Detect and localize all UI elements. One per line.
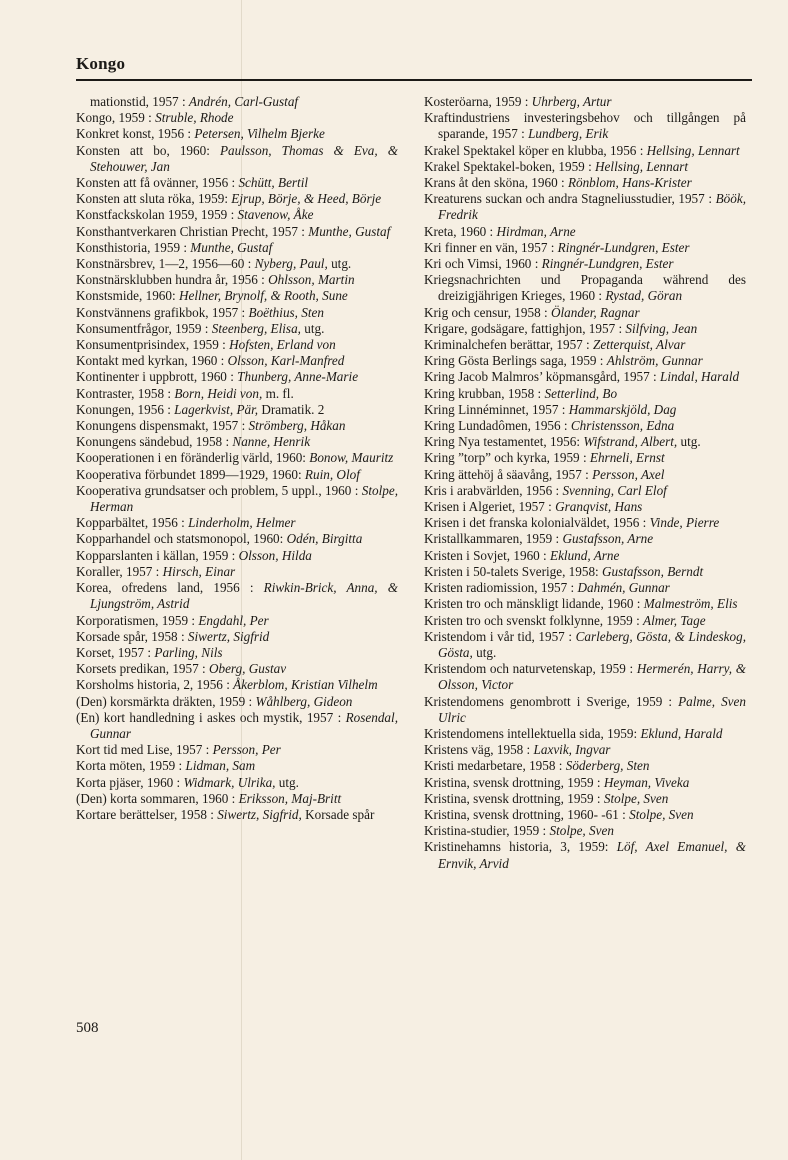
index-entry [76, 94, 398, 110]
entry-author: Hellsing, Lennart [646, 142, 740, 158]
index-entry [424, 807, 746, 823]
index-entry [424, 337, 746, 353]
index-entry [76, 175, 398, 191]
index-entry [76, 775, 398, 791]
entry-author: Lundberg, Erik [528, 126, 609, 142]
entry-title: Kreta, 1960 : [424, 223, 497, 239]
index-entry [76, 694, 398, 710]
index-entry [76, 758, 398, 774]
entry-title: Korta pjäser, 1960 : [76, 774, 184, 790]
entry-author: Stolpe, Sven [629, 806, 694, 822]
index-entry [76, 369, 398, 385]
index-entry [76, 256, 398, 272]
entry-title: Kristendomens intellektuella sida, 1959: [424, 725, 641, 741]
entry-author: Andrén, Carl-Gustaf [188, 94, 299, 109]
entry-title: Kri och Vimsi, 1960 : [424, 256, 542, 272]
entry-author: Stolpe, Sven [603, 790, 669, 806]
index-entry [76, 710, 398, 742]
entry-author: Engdahl, Per [198, 612, 269, 628]
entry-title: Konungens dispensmakt, 1957 : [76, 418, 249, 434]
index-entry [76, 418, 398, 434]
entry-title: Kristinehamns historia, 3, 1959: [424, 839, 617, 855]
entry-suffix: m. fl. [262, 385, 294, 401]
entry-author: Ruin, Olof [304, 466, 360, 482]
entry-title: Korsade spår, 1958 : [76, 628, 188, 644]
entry-suffix: Korsade spår [301, 806, 375, 822]
index-entry [424, 94, 746, 110]
index-entry [76, 450, 398, 466]
entry-author: Eriksson, Maj-Britt [238, 790, 342, 806]
entry-author: Heyman, Viveka [603, 774, 690, 790]
entry-title: mationstid, 1957 : [90, 94, 189, 109]
entry-title: Konsten att få ovänner, 1956 : [76, 175, 239, 191]
index-entry [424, 580, 746, 596]
entry-author: Petersen, Vilhelm Bjerke [194, 126, 325, 142]
entry-title: Krigare, godsägare, fattighjon, 1957 : [424, 320, 626, 336]
entry-author: Carleberg, Gösta, & Lindeskog, Gösta, [438, 628, 747, 660]
index-entry [424, 402, 746, 418]
entry-title: Kreaturens suckan och andra Stagneliusstudier, 1957 : [424, 191, 716, 207]
index-entry [76, 613, 398, 629]
entry-author: Struble, Rhode [155, 110, 234, 126]
entry-author: Bonow, Mauritz [309, 450, 394, 466]
index-entry [76, 791, 398, 807]
entry-suffix: utg. [472, 644, 497, 660]
entry-title: Kristina, svensk drottning, 1959 : [424, 790, 604, 806]
entry-title: Korsholms historia, 2, 1956 : [76, 677, 234, 693]
entry-author: Dahmén, Gunnar [577, 580, 670, 596]
index-entry [76, 272, 398, 288]
entry-title: Konungens sändebud, 1958 : [76, 434, 233, 450]
entry-title: Kopparhandel och statsmonopol, 1960: [76, 531, 287, 547]
index-entry [424, 531, 746, 547]
index-entry [76, 321, 398, 337]
entry-author: Ahlström, Gunnar [606, 353, 703, 369]
entry-author: Paulsson, Thomas & Eva, & Stehouwer, Jan [90, 142, 398, 174]
entry-author: Almer, Tage [643, 612, 706, 628]
index-entry [76, 515, 398, 531]
entry-author: Ringnér-Lundgren, Ester [557, 239, 690, 255]
index-entry [424, 386, 746, 402]
entry-author: Åkerblom, Kristian Vilhelm [233, 677, 378, 693]
index-entry [424, 613, 746, 629]
entry-suffix: utg. [677, 434, 701, 450]
entry-title: (Den) korsmärkta dräkten, 1959 : [76, 693, 256, 709]
index-entry [76, 661, 398, 677]
entry-title: Kring ättehöj å säavång, 1957 : [424, 466, 593, 482]
entry-title: Kristendomens genombrott i Sverige, 1959 : [424, 693, 679, 709]
entry-title: Krisen i det franska kolonialväldet, 1956 : [424, 515, 650, 531]
entry-author: Persson, Axel [592, 466, 665, 482]
entry-author: Wåhlberg, Gideon [255, 693, 353, 709]
entry-author: Silfving, Jean [625, 320, 698, 336]
index-entry [424, 758, 746, 774]
entry-title: Kring krubban, 1958 : [424, 385, 545, 401]
entry-author: Eklund, Arne [550, 547, 620, 563]
entry-author: Strömberg, Håkan [248, 418, 346, 434]
index-entry [424, 823, 746, 839]
entry-title: Kristen tro och svenskt folklynne, 1959 : [424, 612, 644, 628]
entry-author: Christensson, Edna [570, 418, 675, 434]
entry-author: Lidman, Sam [185, 758, 256, 774]
index-entry [424, 839, 746, 871]
entry-author: Malmeström, Elis [643, 596, 738, 612]
entry-title: Konstfackskolan 1959, 1959 : [76, 207, 238, 223]
entry-title: Kri finner en vän, 1957 : [424, 239, 558, 255]
entry-author: Munthe, Gustaf [308, 223, 391, 239]
index-entry [76, 126, 398, 142]
entry-title: Krans åt den sköna, 1960 : [424, 175, 568, 191]
entry-author: Nanne, Henrik [232, 434, 311, 450]
page-number: 508 [76, 1020, 99, 1036]
index-entry [76, 207, 398, 223]
index-entry [424, 726, 746, 742]
index-entry [424, 224, 746, 240]
index-entry [76, 110, 398, 126]
index-entry [424, 596, 746, 612]
entry-author: Vinde, Pierre [649, 515, 720, 531]
index-entry [424, 499, 746, 515]
index-entry [424, 548, 746, 564]
entry-author: Hellsing, Lennart [595, 158, 689, 174]
entry-author: Parling, Nils [154, 644, 223, 660]
entry-title: (En) kort handledning i askes och mystik, 1957 : [76, 709, 346, 725]
entry-author: Palme, Sven Ulric [438, 693, 746, 725]
entry-author: Boëthius, Sten [248, 304, 324, 320]
entry-title: Kristens väg, 1958 : [424, 742, 534, 758]
index-entry [424, 110, 746, 142]
right-column [424, 94, 746, 872]
entry-author: Ringnér-Lundgren, Ester [541, 256, 674, 272]
entry-title: Kris i arabvärlden, 1956 : [424, 482, 563, 498]
entry-author: Olsson, Hilda [238, 547, 312, 563]
entry-author: Munthe, Gustaf [190, 239, 273, 255]
index-entry [76, 629, 398, 645]
index-entry [424, 791, 746, 807]
entry-title: Kristen i Sovjet, 1960 : [424, 547, 551, 563]
entry-author: Oberg, Gustav [208, 661, 287, 677]
entry-author: Hirdman, Arne [496, 223, 576, 239]
entry-title: Kristendom i vår tid, 1957 : [424, 628, 576, 644]
entry-author: Hammarskjöld, Dag [568, 401, 677, 417]
index-entry [424, 483, 746, 499]
index-entry [424, 418, 746, 434]
entry-title: Kontakt med kyrkan, 1960 : [76, 353, 228, 369]
entry-title: Kopparslanten i källan, 1959 : [76, 547, 239, 563]
entry-author: Rystad, Göran [605, 288, 683, 304]
entry-author: Schütt, Bertil [238, 175, 309, 191]
entry-author: Böök, Fredrik [438, 191, 746, 223]
index-entry [76, 288, 398, 304]
entry-title: Konungen, 1956 : [76, 401, 175, 417]
entry-title: Kontinenter i uppbrott, 1960 : [76, 369, 238, 385]
entry-author: Söderberg, Sten [565, 758, 650, 774]
index-entry [424, 775, 746, 791]
entry-title: Kontraster, 1958 : [76, 385, 175, 401]
index-entry [424, 272, 746, 304]
index-entry [76, 677, 398, 693]
entry-title: Konstnärsbrev, 1—2, 1956—60 : [76, 256, 255, 272]
entry-author: Eklund, Harald [640, 725, 723, 741]
entry-title: Konsten att sluta röka, 1959: [76, 191, 232, 207]
index-entry [424, 353, 746, 369]
entry-title: Korporatismen, 1959 : [76, 612, 199, 628]
entry-title: Kooperationen i en föränderlig värld, 1960: [76, 450, 310, 466]
entry-title: Kring Nya testamentet, 1956: [424, 434, 584, 450]
entry-title: Kring Gösta Berlings saga, 1959 : [424, 353, 607, 369]
entry-title: Korta möten, 1959 : [76, 758, 186, 774]
entry-title: Kristendom och naturvetenskap, 1959 : [424, 661, 637, 677]
entry-title: Kosteröarna, 1959 : [424, 94, 532, 109]
entry-author: Stolpe, Herman [90, 482, 398, 515]
index-entry [424, 661, 746, 693]
index-entry [76, 580, 398, 612]
entry-title: Kristallkammaren, 1959 : [424, 531, 563, 547]
index-entry [424, 321, 746, 337]
entry-title: Kristen tro och mänskligt lidande, 1960 : [424, 596, 644, 612]
entry-title: (Den) korta sommaren, 1960 : [76, 790, 239, 806]
index-entry [424, 191, 746, 223]
index-entry [424, 515, 746, 531]
entry-author: Thunberg, Anne-Marie [237, 369, 359, 385]
index-entry [76, 386, 398, 402]
index-entry [76, 191, 398, 207]
index-entry [424, 694, 746, 726]
entry-author: Hirsch, Einar [162, 563, 236, 579]
entry-author: Persson, Per [212, 742, 281, 758]
entry-title: Kristen i 50-talets Sverige, 1958: [424, 563, 602, 579]
index-entry [424, 305, 746, 321]
entry-title: Konsten att bo, 1960: [76, 142, 220, 158]
entry-title: Kooperativa grundsatser och problem, 5 uppl., 1960 : [76, 482, 362, 498]
entry-title: Krakel Spektakel-boken, 1959 : [424, 158, 596, 174]
entry-title: Koraller, 1957 : [76, 563, 163, 579]
entry-title: Kristina-studier, 1959 : [424, 823, 550, 839]
index-entry [76, 224, 398, 240]
entry-author: Stavenow, Åke [237, 207, 314, 223]
index-entry [76, 742, 398, 758]
entry-title: Konstnärsklubben hundra år, 1956 : [76, 272, 269, 288]
index-entry [424, 240, 746, 256]
entry-title: Kopparbältet, 1956 : [76, 515, 189, 531]
entry-title: Kring ”torp” och kyrka, 1959 : [424, 450, 590, 466]
index-entry [76, 807, 398, 823]
entry-title: Kristina, svensk drottning, 1959 : [424, 774, 604, 790]
index-entry [76, 353, 398, 369]
left-column [76, 94, 398, 823]
entry-author: Setterlind, Bo [544, 385, 618, 401]
entry-title: Kooperativa förbundet 1899—1929, 1960: [76, 466, 305, 482]
index-entry [76, 143, 398, 175]
entry-author: Nyberg, Paul, [254, 256, 328, 272]
entry-title: Kortare berättelser, 1958 : [76, 806, 218, 822]
entry-author: Siwertz, Sigfrid [187, 628, 270, 644]
entry-author: Widmark, Ulrika, [183, 774, 276, 790]
entry-title: Konsumentprisindex, 1959 : [76, 337, 230, 353]
entry-author: Odén, Birgitta [286, 531, 363, 547]
index-entry [424, 159, 746, 175]
entry-title: Krisen i Algeriet, 1957 : [424, 499, 556, 515]
entry-title: Konsumentfrågor, 1959 : [76, 320, 212, 336]
entry-author: Born, Heidi von, [174, 385, 263, 401]
index-entry [424, 434, 746, 450]
entry-author: Olsson, Karl-Manfred [227, 353, 345, 369]
entry-author: Gustafsson, Arne [562, 531, 654, 547]
index-entry [76, 564, 398, 580]
entry-author: Lagerkvist, Pär, [174, 401, 259, 417]
entry-author: Ohlsson, Martin [268, 272, 355, 288]
entry-title: Kring Jacob Malmros’ köpmansgård, 1957 : [424, 369, 660, 385]
index-entry [76, 402, 398, 418]
entry-author: Wifstrand, Albert, [583, 434, 678, 450]
entry-title: Korea, ofredens land, 1956 : [76, 580, 264, 596]
entry-author: Linderholm, Helmer [188, 515, 296, 531]
index-entry [424, 143, 746, 159]
index-entry [76, 337, 398, 353]
entry-author: Ehrneli, Ernst [589, 450, 665, 466]
entry-author: Rosendal, Gunnar [90, 709, 398, 741]
index-entry [424, 467, 746, 483]
entry-title: Kring Lundadômen, 1956 : [424, 418, 571, 434]
index-entry [424, 629, 746, 661]
entry-title: Kristi medarbetare, 1958 : [424, 758, 566, 774]
entry-title: Kring Linnéminnet, 1957 : [424, 401, 569, 417]
entry-title: Korset, 1957 : [76, 644, 155, 660]
entry-author: Rönblom, Hans-Krister [567, 175, 692, 191]
index-entry [76, 645, 398, 661]
entry-author: Hofsten, Erland von [229, 337, 336, 353]
index-entry [424, 369, 746, 385]
entry-author: Svenning, Carl Elof [562, 482, 667, 498]
entry-title: Kort tid med Lise, 1957 : [76, 742, 213, 758]
entry-author: Ejrup, Börje, & Heed, Börje [231, 191, 382, 207]
entry-author: Gustafsson, Berndt [602, 563, 704, 579]
entry-title: Konsthistoria, 1959 : [76, 239, 191, 255]
entry-author: Riwkin-Brick, Anna, & Ljungström, Astrid [90, 580, 398, 612]
entry-author: Granqvist, Hans [555, 499, 643, 515]
entry-suffix: Dramatik. 2 [258, 401, 325, 417]
entry-author: Hellner, Brynolf, & Rooth, Sune [178, 288, 348, 304]
entry-author: Löf, Axel Emanuel, & Ernvik, Arvid [438, 839, 746, 871]
entry-title: Korsets predikan, 1957 : [76, 661, 209, 677]
index-entry [76, 305, 398, 321]
entry-suffix: utg. [327, 256, 352, 272]
index-entry [76, 240, 398, 256]
entry-title: Kraftindustriens investeringsbehov och tillgången på sparande, 1957 : [424, 110, 746, 142]
index-entry [424, 256, 746, 272]
entry-title: Krig och censur, 1958 : [424, 304, 551, 320]
entry-author: Lindal, Harald [660, 369, 740, 385]
entry-author: Hermerén, Harry, & Olsson, Victor [438, 661, 746, 693]
entry-author: Laxvik, Ingvar [533, 742, 611, 758]
entry-author: Uhrberg, Artur [531, 94, 612, 109]
entry-author: Stolpe, Sven [549, 823, 614, 839]
index-entry [76, 548, 398, 564]
entry-suffix: utg. [300, 320, 325, 336]
entry-title: Kongo, 1959 : [76, 110, 156, 126]
entry-title: Konsthantverkaren Christian Precht, 1957 : [76, 223, 309, 239]
index-entry [424, 564, 746, 580]
entry-title: Kriminalchefen berättar, 1957 : [424, 337, 594, 353]
index-entry [424, 175, 746, 191]
entry-author: Zetterquist, Alvar [593, 337, 686, 353]
index-entry [76, 531, 398, 547]
entry-title: Kriegsnachrichten und Propaganda während des dreizigjährigen Krieges, 1960 : [424, 272, 746, 304]
entry-title: Konstsmide, 1960: [76, 288, 179, 304]
header-rule [76, 79, 752, 81]
entry-title: Krakel Spektakel köper en klubba, 1956 : [424, 142, 647, 158]
entry-title: Kristina, svensk drottning, 1960- -61 : [424, 806, 630, 822]
entry-suffix: utg. [275, 774, 299, 790]
index-entry [76, 434, 398, 450]
index-entry [424, 742, 746, 758]
running-head: Kongo [76, 54, 126, 73]
index-entry [76, 483, 398, 515]
index-entry [424, 450, 746, 466]
entry-author: Siwertz, Sigfrid, [217, 806, 302, 822]
entry-title: Konstvännens grafikbok, 1957 : [76, 304, 249, 320]
entry-author: Ölander, Ragnar [550, 304, 640, 320]
entry-title: Konkret konst, 1956 : [76, 126, 195, 142]
entry-title: Kristen radiomission, 1957 : [424, 580, 578, 596]
entry-author: Steenberg, Elisa, [211, 320, 301, 336]
index-entry [76, 467, 398, 483]
